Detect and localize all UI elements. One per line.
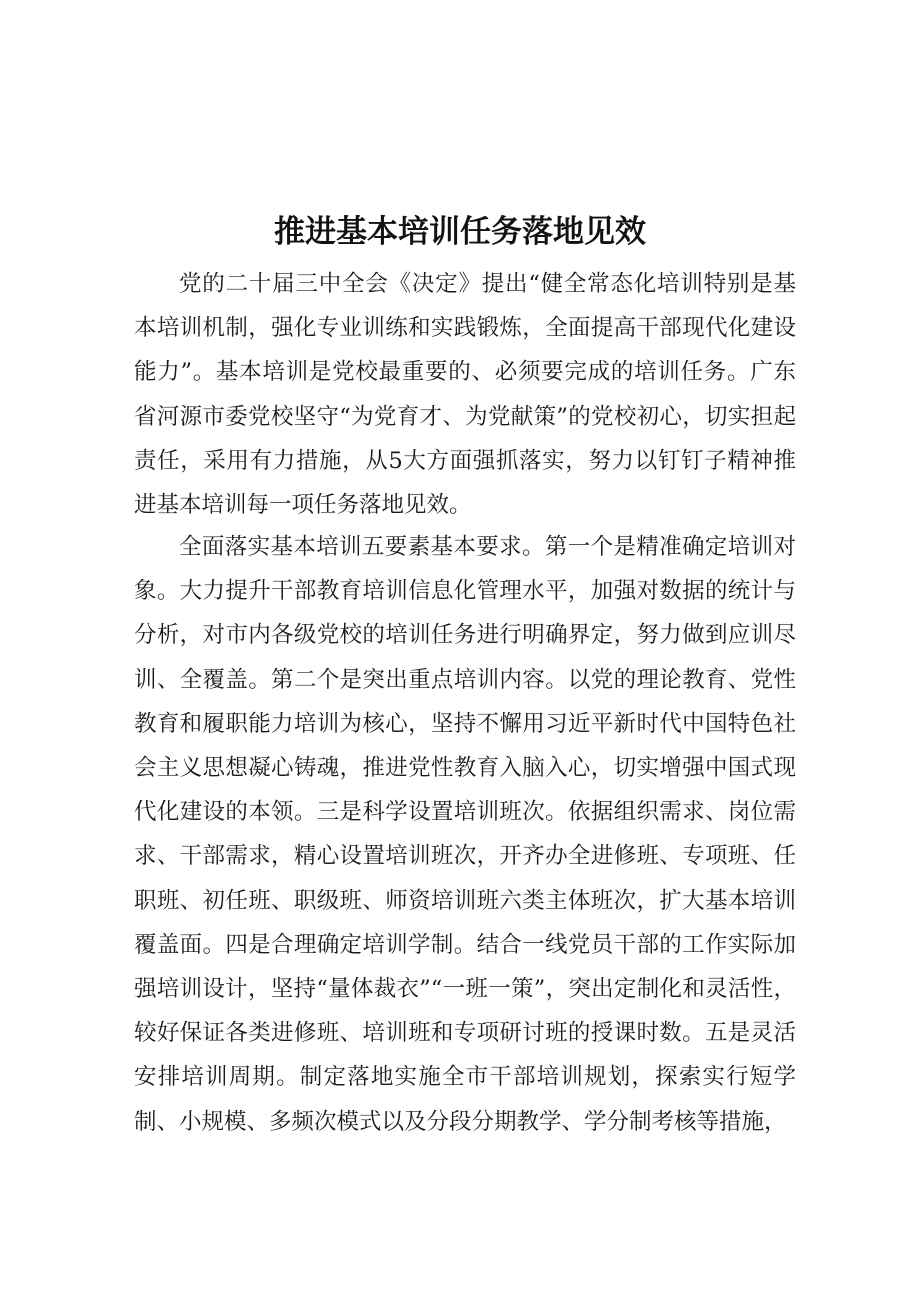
paragraph-body: 全面落实基本培训五要素基本要求。第一个是精准确定培训对象。大力提升干部教育培训信息化管理水平，加强对数据的统计与分析，对市内各级党校的培训任务进行明确界定，努力做到应训尽训、全覆盖。第二个是突出重点培训内容。以党的理论教育、党性教育和履职能力培训为核心，坚持不懈用习近平新时代中国特色社会主义思想凝心铸魂，推进党性教育入脑入心，切实增强中国式现代化建设的本领。三是科学设置培训班次。依据组织需求、岗位需求、干部需求，精心设置培训班次，开齐办全进修班、专项班、任职班、初任班、职级班、师资培训班六类主体班次，扩大基本培训覆盖面。四是合理确定培训学制。结合一线党员干部的工作实际加强培训设计，坚持“量体裁衣”“一班一策”，突出定制化和灵活性，较好保证各类进修班、培训班和专项研讨班的授课时数。五是灵活安排培训周期。制定落地实施全市干部培训规划，探索实行短学制、小规模、多频次模式以及分段分期教学、学分制考核等措施，	[134, 534, 796, 1135]
article-title: 推进基本培训任务落地见效	[274, 214, 646, 250]
paragraph-intro: 党的二十届三中全会《决定》提出“健全常态化培训特别是基本培训机制，强化专业训练和实践锻炼，全面提高干部现代化建设能力”。基本培训是党校最重要的、必须要完成的培训任务。广东省河源市委党校坚守“为党育才、为党献策”的党校初心，切实担起责任，采用有力措施，从5大方面强抓落实，努力以钉钉子精神推进基本培训每一项任务落地见效。	[134, 271, 796, 519]
